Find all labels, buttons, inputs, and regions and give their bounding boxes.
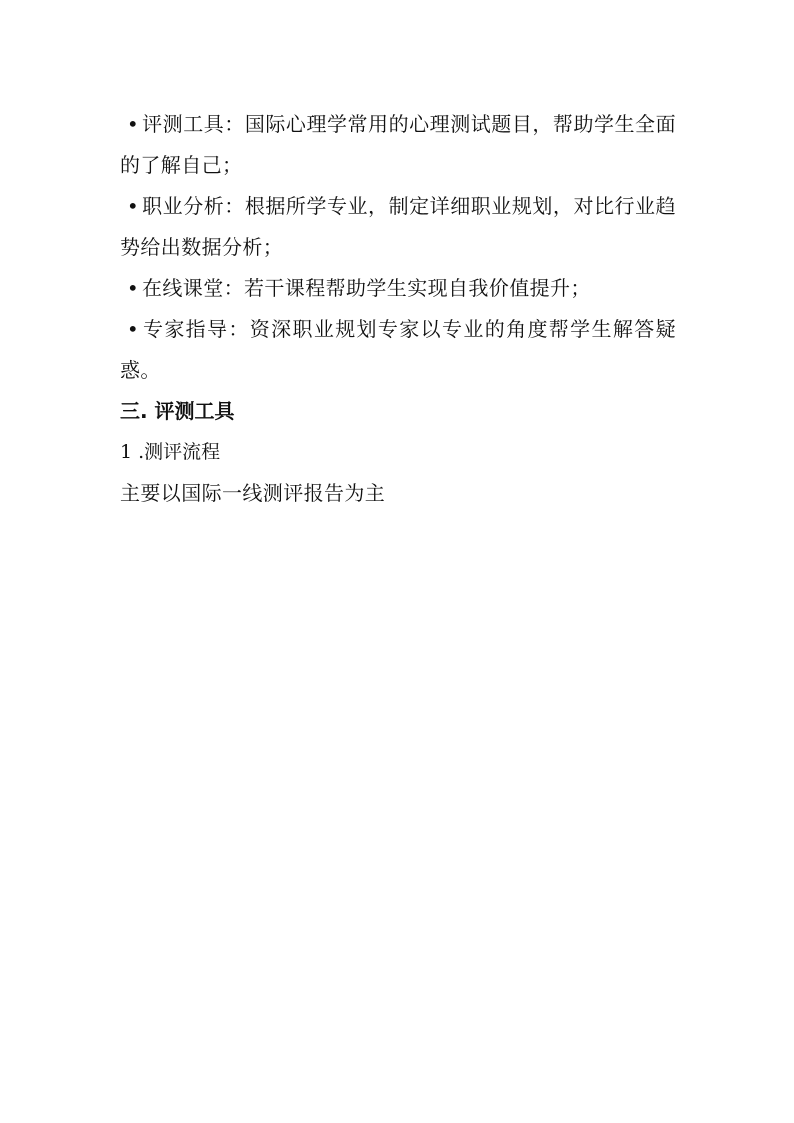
list-item: [120, 186, 676, 268]
section-heading: 三. 评测工具: [120, 399, 235, 423]
bullet-icon: •: [126, 317, 140, 341]
bullet-icon: •: [126, 276, 140, 300]
list-item: [120, 104, 676, 186]
list-item-text: 职业分析：根据所学专业，制定详细职业规划，对比行业趋势给出数据分析；: [120, 194, 676, 259]
list-item-text: 专家指导：资深职业规划专家以专业的角度帮学生解答疑惑。: [120, 317, 676, 382]
list-item-text: 评测工具：国际心理学常用的心理测试题目，帮助学生全面的了解自己；: [120, 112, 676, 177]
list-item-text: 在线课堂：若干课程帮助学生实现自我价值提升；: [142, 276, 591, 300]
body-text: 主要以国际一线测评报告为主: [120, 481, 386, 505]
subheading: 1 .测评流程: [120, 441, 221, 463]
bullet-icon: •: [126, 194, 140, 218]
document-content: [120, 104, 676, 514]
list-item: [120, 268, 676, 309]
list-item: [120, 309, 676, 391]
bullet-icon: •: [126, 112, 140, 136]
